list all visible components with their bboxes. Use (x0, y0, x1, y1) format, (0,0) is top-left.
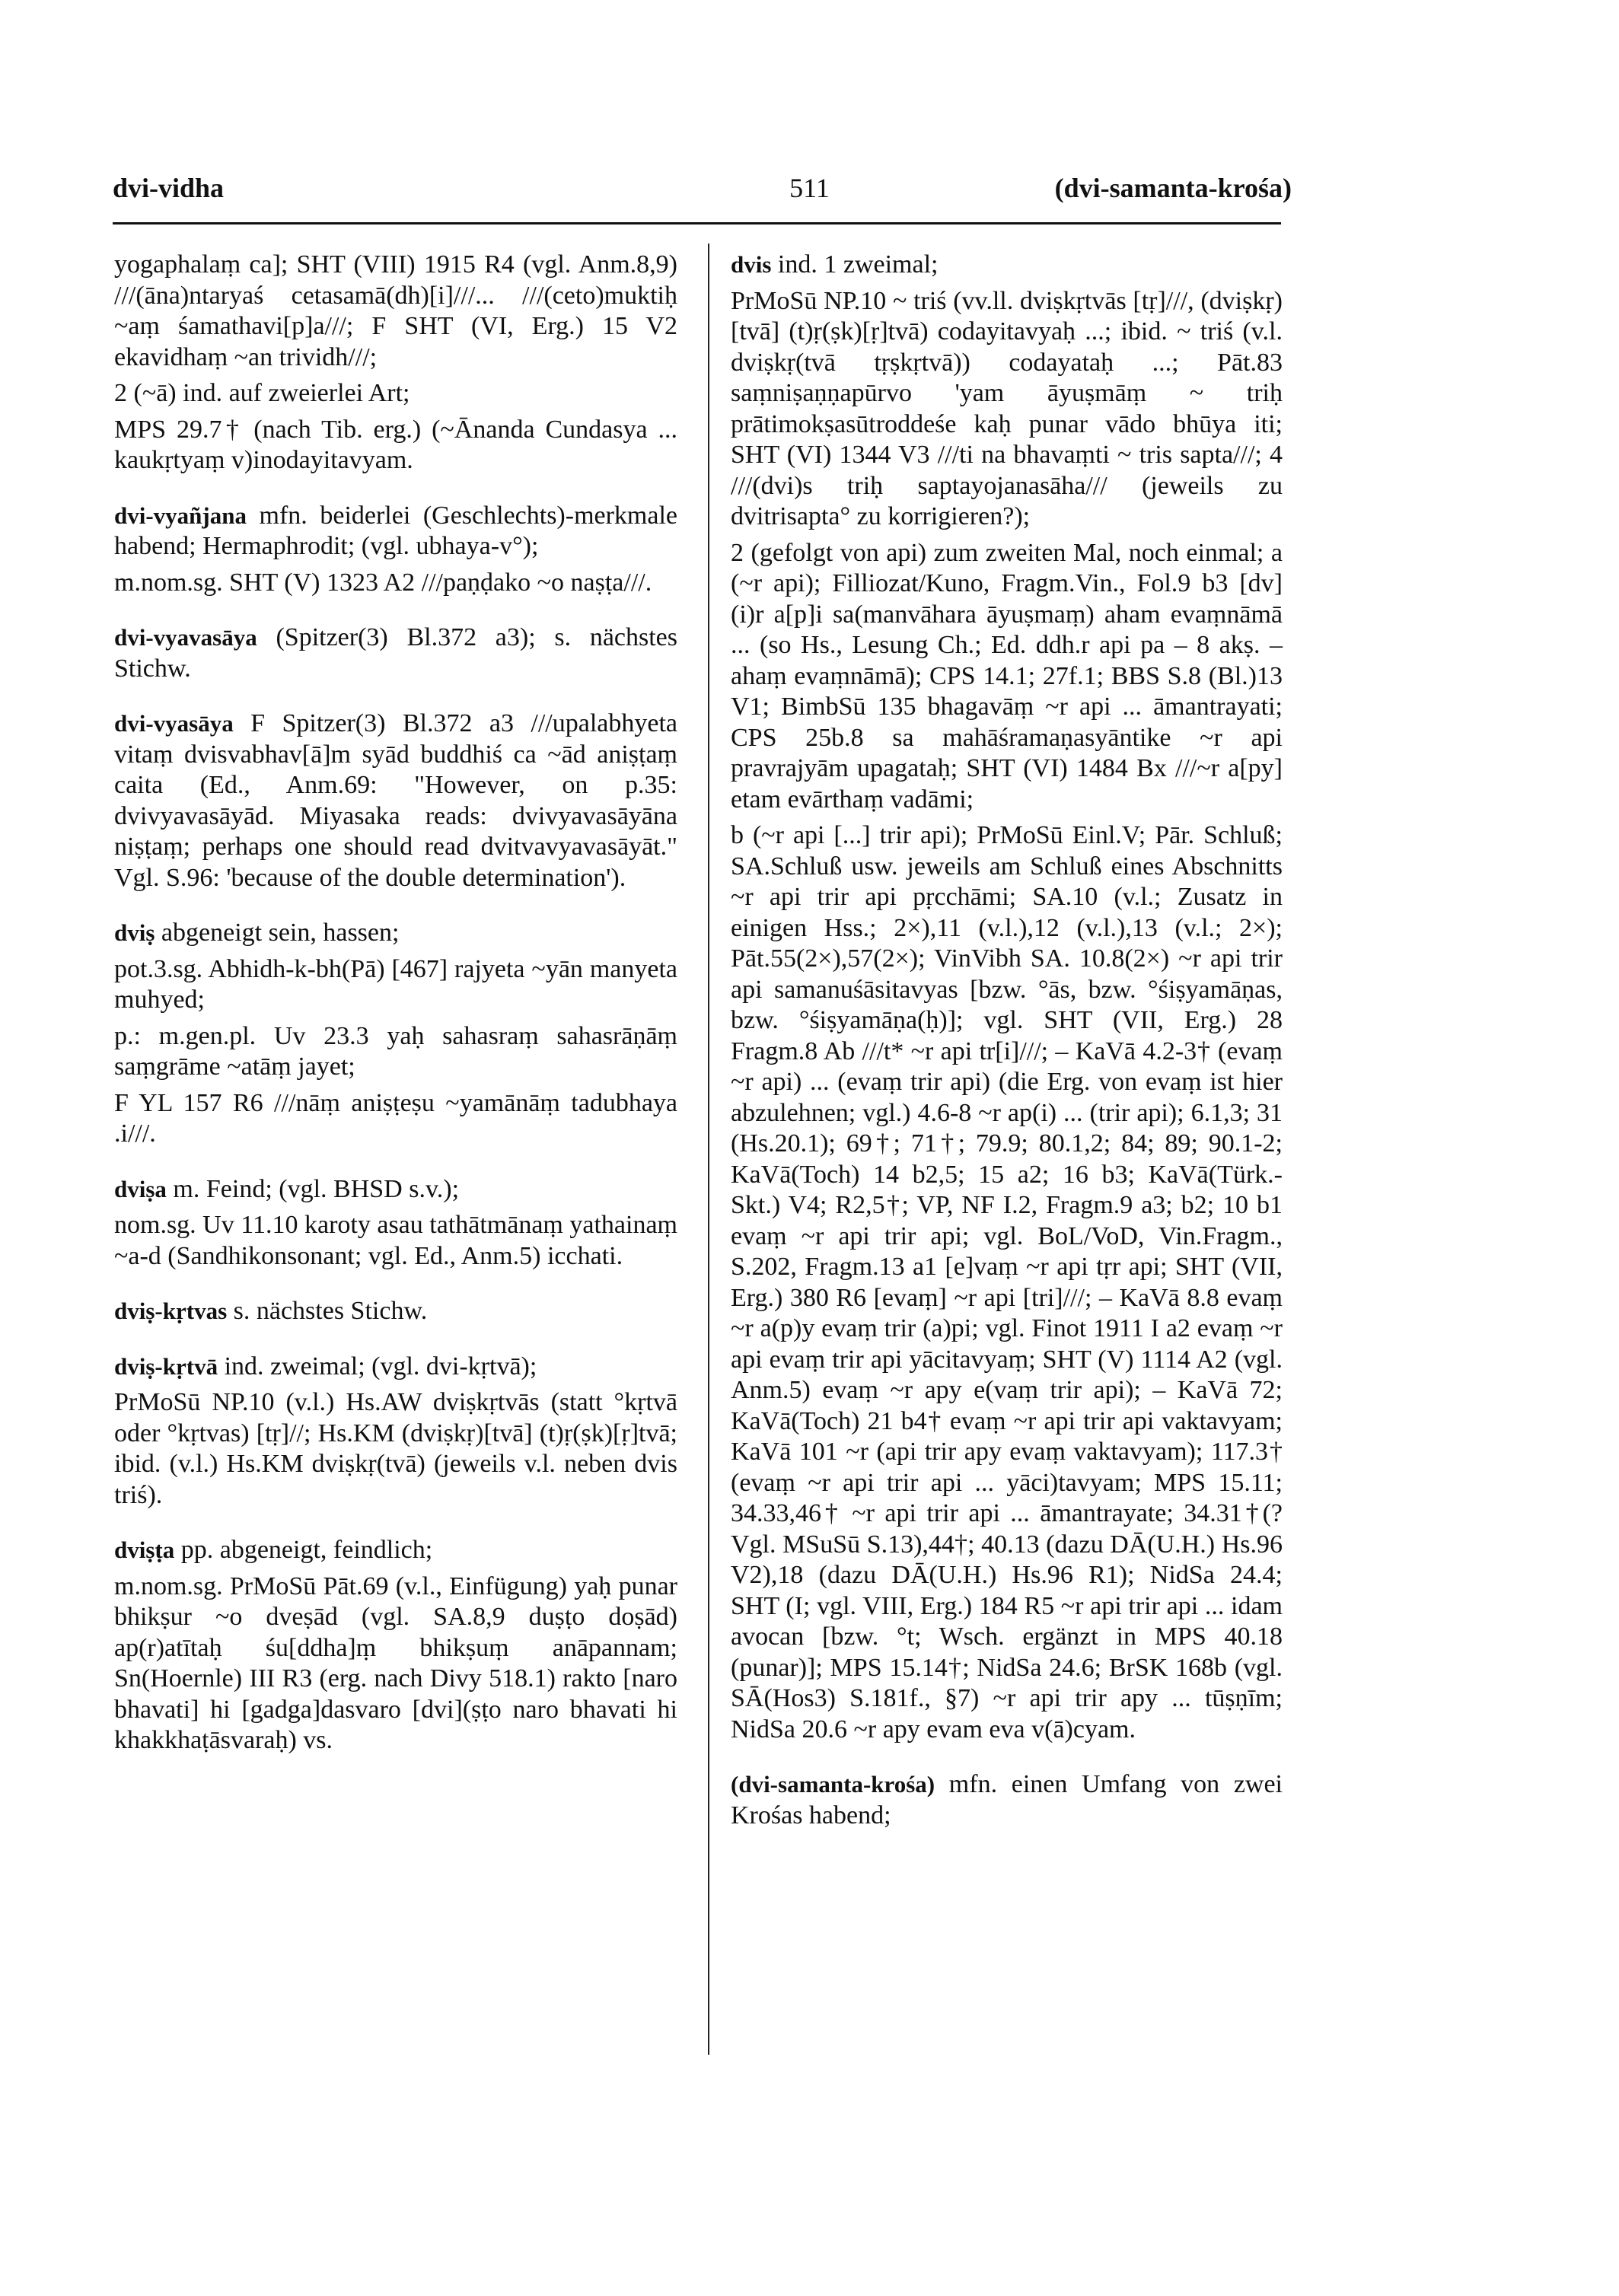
entry-dvista: dviṣṭa pp. abgeneigt, feindlich; (114, 1536, 433, 1564)
para-mps: MPS 29.7† (nach Tib. erg.) (~Ānanda Cundasya ... kaukṛtyaṃ v)inodayitavyam. (114, 415, 677, 474)
para-b-r-api: b (~r api [...] trir api); PrMoSū Einl.V; Pār. Schluß; SA.Schluß usw. jeweils am Schluß eines Abschnitts ~r api trir api pṛcchāmi; SA.10 (v.l.; Zusatz in einigen Hss.; 2×),11 (v.l.),12 (v.l.),13 (v.l.; 2×); Pāt.55(2×),57(2×); VinVibh SA. 10.8(2×) ~r api trir api samanuśāsitavyas [bzw. °ās, bzw. °śiṣyamāṇas, bzw. °śiṣyamāṇa(ḥ)]; vgl. SHT (VII, Erg.) 28 Fragm.8 Ab ///t* ~r api tr[i]///; – KaVā 4.2-3† (evaṃ ~r api) ... (evaṃ trir api) (die Erg. von evaṃ ist hier abzulehnen; vgl.) 4.6-8 ~r ap(i) ... (trir api); 6.1,3; 31 (Hs.20.1); 69†; 71†; 79.9; 80.1,2; 84; 89; 90.1-2; KaVā(Toch) 14 b2,5; 15 a2; 16 b3; KaVā(Türk.-Skt.) V4; R2,5†; VP, NF I.2, Fragm.9 a3; b2; 10 b1 evaṃ ~r api trir api; vgl. BoL/VoD, Vin.Fragm., S.202, Fragm.13 a1 [e]vaṃ ~r api tṛr api; SHT (VII, Erg.) 380 R6 [evaṃ] ~r api [tri]///; – KaVā 8.8 evaṃ ~r a(p)y evaṃ trir (a)pi; vgl. Finot 1911 I a2 evaṃ ~r api evaṃ trir api yācitavyaṃ; SHT (V) 1114 A2 (vgl. Anm.5) evaṃ ~r apy e(vaṃ trir api); – KaVā 72; KaVā(Toch) 21 b4† evaṃ ~r api trir api vaktavyam; KaVā 101 ~r (api trir apy evaṃ vaktavyam); 117.3† (evaṃ ~r api trir api ... yāci)tavyam; MPS 15.11; 34.33,46† ~r api trir api ... āmantrayate; 34.31†(? Vgl. MSuSū S.13),44†; 40.13 (dazu DĀ(U.H.) Hs.96 V2),18 (dazu DĀ(U.H.) Hs.96 R1); NidSa 24.4; SHT (I; vgl. VIII, Erg.) 184 R5 ~r api trir api ... idam avocan [bzw. °t; Wsch. ergänzt in MPS 40.18 (punar)]; MPS 15.14†; NidSa 24.6; BrSK 168b (vgl. SĀ(Hos3) S.181f., §7) ~r api trir apy ... tūṣṇīm; NidSa 20.6 ~r apy evam eva v(ā)cyam. (731, 821, 1283, 1743)
left-column (114, 250, 677, 1756)
para-pot3sg: pot.3.sg. Abhidh-k-bh(Pā) [467] rajyeta ~yān manyeta muhyed; (114, 954, 677, 1014)
entry-dvis: dviṣ abgeneigt sein, hassen; (114, 919, 400, 947)
para-m-nom-sg-prmosu: m.nom.sg. PrMoSū Pāt.69 (v.l., Einfügung) yaḥ punar bhikṣur ~o dveṣād (vgl. SA.8,9 duṣṭo doṣād) ap(r)atītaḥ śu[ddha]ṃ bhikṣuṃ anāpannam; Sn(Hoernle) III R3 (erg. nach Divy 518.1) rakto [naro bhavati] hi [gadga]dasvaro [dvi](ṣṭo naro bhavati hi khakkhaṭāsvaraḥ) vs. (114, 1572, 677, 1754)
lemma: dviṣ-kṛtvā (114, 1352, 218, 1380)
para-p-m-gen-pl: p.: m.gen.pl. Uv 23.3 yaḥ sahasraṃ sahasrāṇāṃ saṃgrāme ~atāṃ jayet; (114, 1021, 677, 1081)
para-yogaphalam: yogaphalaṃ ca]; SHT (VIII) 1915 R4 (vgl. Anm.8,9) ///(āna)ntaryaś cetasamā(dh)[i]///... ///(ceto)muktiḥ ~aṃ śamathavi[p]a///; F SHT (VI, Erg.) 15 V2 ekavidhaṃ ~an trividh///; (114, 250, 677, 371)
entry-dvis-krtvas: dviṣ-kṛtvas s. nächstes Stichw. (114, 1297, 428, 1325)
entry-dvi-vyanjana: dvi-vyañjana mfn. beiderlei (Geschlechts)-merkmale habend; Hermaphrodit; (vgl. ubhaya-v°); (114, 501, 677, 560)
entry-dvis-ind: dvis ind. 1 zweimal; (731, 250, 939, 279)
para-2-ind: 2 (~ā) ind. auf zweierlei Art; (114, 379, 410, 407)
entry-dvi-samanta-krosa: (dvi-samanta-krośa) mfn. einen Umfang von zwei Krośas habend; (731, 1770, 1283, 1829)
lemma: dvis (731, 251, 772, 278)
para-2-gefolgt: 2 (gefolgt von api) zum zweiten Mal, noch einmal; a (~r api); Filliozat/Kuno, Fragm.Vin., Fol.9 b3 [dv](i)r a[p]i sa(manvāhara āyuṣmaṃ) aham evaṃnāmā ... (so Hs., Lesung Ch.; Ed. ddh.r api pa – 8 akṣ. – ahaṃ evaṃnāmā); CPS 14.1; 27f.1; BBS S.8 (Bl.)13 V1; BimbSū 135 bhagavāṃ ~r api ... āmantrayati; CPS 25b.8 sa mahāśramaṇasyāntike ~r api pravrajyām upagataḥ; SHT (VI) 1484 Bx ///~r a[py] etam evārthaṃ vadāmi; (731, 538, 1283, 814)
para-prmosu-np10: PrMoSū NP.10 (v.l.) Hs.AW dviṣkṛtvās (statt °kṛtvā oder °kṛtvas) [tṛ]//; Hs.KM (dviṣkṛ)[tvā] (t)ṛ(ṣk)[ṛ]tvā; ibid. (v.l.) Hs.KM dviṣkṛ(tvā) (jeweils v.l. neben dvis triś). (114, 1388, 677, 1509)
running-head-left: dvi-vidha (113, 173, 225, 203)
right-column (731, 250, 1283, 1831)
entry-dvisa: dviṣa m. Feind; (vgl. BHSD s.v.); (114, 1174, 460, 1203)
para-prmosu-dvis: PrMoSū NP.10 ~ triś (vv.ll. dviṣkṛtvās [tṛ]///, (dviṣkṛ)[tvā] (t)ṛ(ṣk)[ṛ]tvā) codayitavyaḥ ...; ibid. ~ triś (v.l. dviṣkṛ(tvā tṛṣkṛtvā)) codayataḥ ...; Pāt.83 saṃniṣaṇṇapūrvo 'yam āyuṣmāṃ ~ triḥ prātimokṣasūtroddeśe kaḥ punar vādo bhūya iti; SHT (VI) 1344 V3 ///ti na bhavaṃti ~ tris sapta///; 4 ///(dvi)s triḥ saptayojanasāha/// (jeweils zu dvitrisapta° zu korrigieren?); (731, 286, 1283, 530)
lemma: dvi-vyasāya (114, 710, 234, 737)
entry-dvi-vyasaya: dvi-vyasāya F Spitzer(3) Bl.372 a3 ///upalabhyeta vitaṃ dvisvabhav[ā]m syād buddhiś ca ~ād aniṣṭaṃ caita (Ed., Anm.69: "However, on p.35: dvivyavasāyād. Miyasaka reads: dvivyavasāyāna niṣṭaṃ; perhaps one should read dvitvavyavasāyāt." Vgl. S.96: 'because of the double determination'). (114, 709, 678, 892)
lemma: dvi-vyavasāya (114, 624, 257, 651)
lemma: dviṣṭa (114, 1537, 175, 1563)
header-rule (113, 222, 1281, 225)
para-f-yl: F YL 157 R6 ///nāṃ aniṣṭeṣu ~yamānāṃ tadubhaya .i///. (114, 1088, 677, 1148)
column-divider (708, 244, 709, 2055)
entry-dvis-krtva: dviṣ-kṛtvā ind. zweimal; (vgl. dvi-kṛtvā); (114, 1352, 537, 1380)
entry-dvi-vyavasaya: dvi-vyavasāya (Spitzer(3) Bl.372 a3); s. nächstes Stichw. (114, 623, 678, 683)
para-nom-sg-uv: nom.sg. Uv 11.10 karoty asau tathātmānaṃ yathainaṃ ~a-d (Sandhikonsonant; vgl. Ed., Anm.5) icchati. (114, 1211, 677, 1270)
lemma: dviṣ-kṛtvas (114, 1298, 228, 1324)
para-m-nom-sg: m.nom.sg. SHT (V) 1323 A2 ///paṇḍako ~o naṣṭa///. (114, 568, 652, 597)
lemma: dviṣa (114, 1175, 167, 1202)
lemma: dvi-vyañjana (114, 502, 247, 529)
page-number: 511 (789, 173, 830, 203)
lemma: (dvi-samanta-krośa) (731, 1771, 935, 1798)
running-head-right: (dvi-samanta-krośa) (1054, 173, 1292, 203)
lemma: dviṣ (114, 919, 155, 946)
